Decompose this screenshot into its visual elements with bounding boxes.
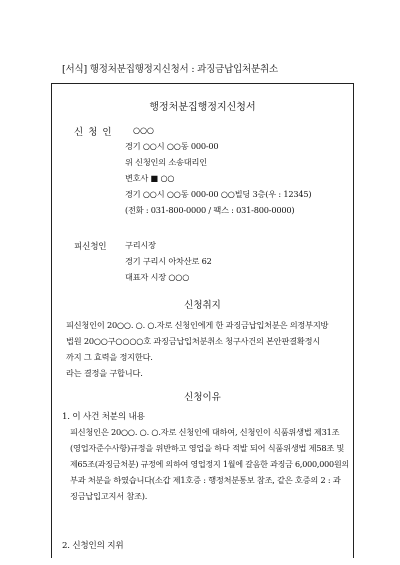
respondent-address: 경기 구리시 아차산로 62 — [125, 256, 212, 266]
form-label: [서식] 행정처분집행정지신청서 : 과징금납입처분취소 — [62, 64, 278, 75]
document-title: 행정처분집행정지신청서 — [149, 102, 256, 113]
reason-line: 징금납입고지서 참조). — [70, 491, 148, 501]
applicant-name: ○○○ — [133, 125, 154, 135]
purpose-closing: 라는 결정을 구합니다. — [66, 368, 143, 378]
respondent-name: 구리시장 — [125, 240, 156, 250]
lawyer-name: 변호사 ■ ○○ — [125, 173, 175, 183]
applicant-address: 경기 ○○시 ○○동 000-00 — [125, 141, 219, 151]
lawyer-office-address: 경기 ○○시 ○○동 000-00 ○○빌딩 3층(우 : 12345) — [125, 189, 312, 199]
reason-line: 제65조(과징금처분) 규정에 의하여 영업정지 1월에 갈음한 과징금 6,000,000원의 — [70, 459, 349, 469]
agent-note: 위 신청인의 소송대리인 — [125, 157, 207, 167]
respondent-label: 피신청인 — [74, 242, 107, 252]
purpose-line: 까지 그 효력을 정지한다. — [66, 352, 153, 362]
lawyer-contact: (전화 : 031-800-0000 / 팩스 : 031-800-0000) — [125, 205, 295, 215]
application-sheet — [51, 83, 354, 558]
purpose-line: 피신청인이 20○○. ○. ○.자로 신청인에게 한 과징금납입처분은 의정부지방 — [66, 320, 329, 330]
purpose-heading: 신청취지 — [184, 300, 221, 311]
reason-heading: 신청이유 — [184, 392, 221, 403]
applicant-label: 신 청 인 — [74, 127, 113, 138]
reason-line: (영업자준수사항)규정을 위반하고 영업을 하다 적발 되어 식품위생법 제58조 및 — [70, 443, 345, 453]
reason-line: 부과 처분을 하였습니다(소갑 제1호증 : 행정처분통보 참조, 같은 호증의 2 : 과 — [70, 475, 341, 485]
respondent-representative: 대표자 시장 ○○○ — [125, 272, 190, 282]
purpose-line: 법원 20○○구○○○○호 과징금납입처분취소 청구사건의 본안판결확정시 — [66, 336, 321, 346]
section-2-title: 2. 신청인의 지위 — [62, 541, 124, 551]
reason-line: 피신청인은 20○○. ○. ○.자로 신청인에 대하여, 신청인이 식품위생법 제31조 — [70, 427, 340, 437]
section-1-title: 1. 이 사건 처분의 내용 — [62, 412, 145, 422]
